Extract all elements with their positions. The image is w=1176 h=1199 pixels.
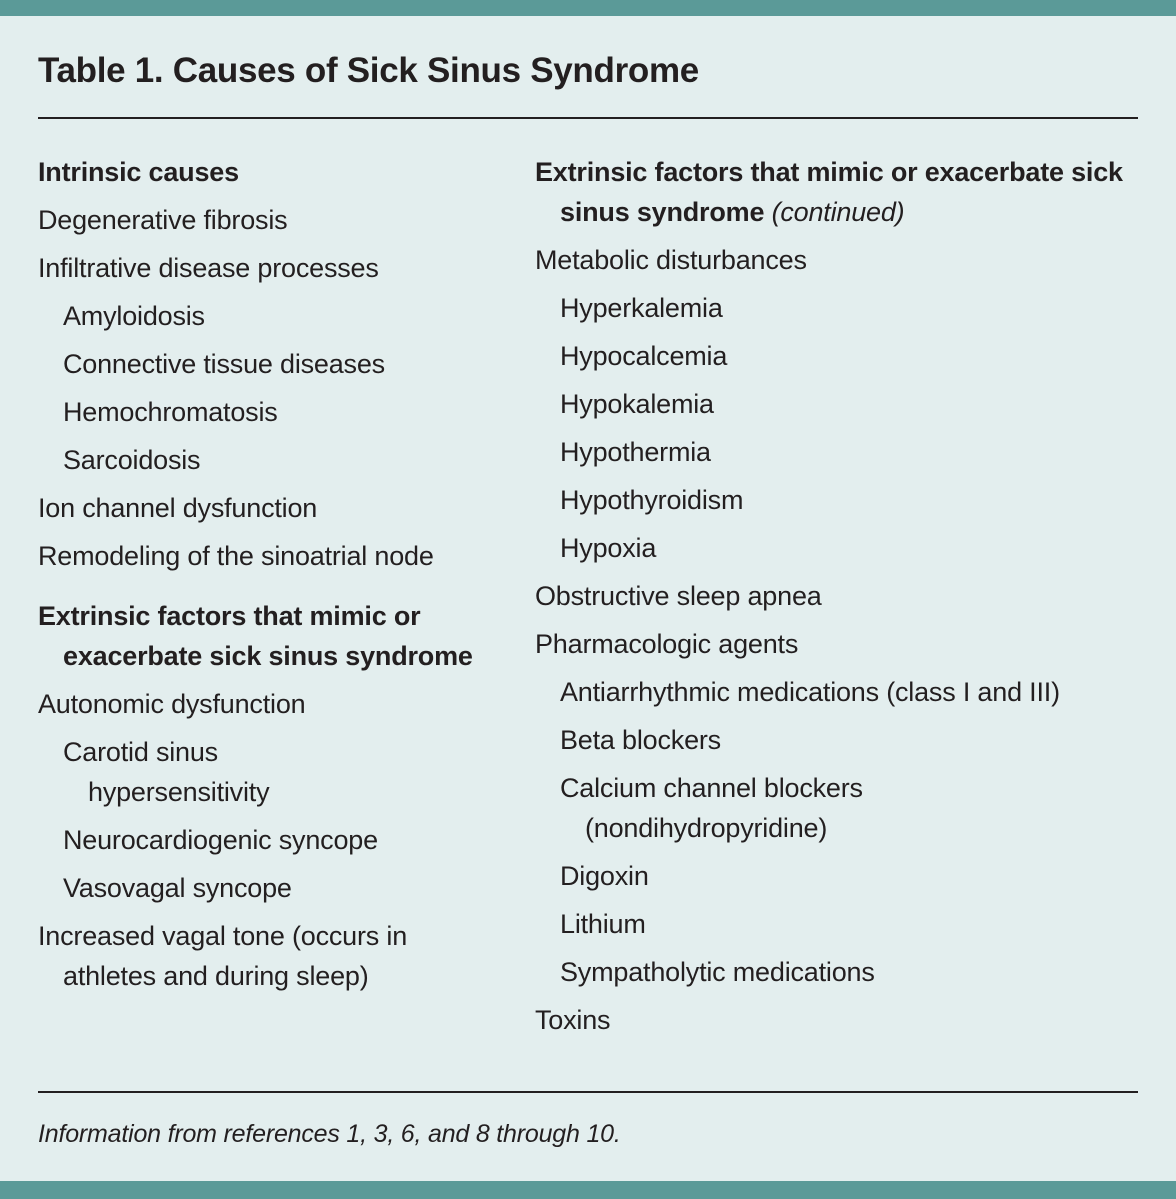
list-subitem: Carotid sinus hypersensitivity <box>63 737 270 807</box>
list-item: Toxins <box>535 1005 611 1035</box>
list-subitem: Beta blockers <box>560 725 721 755</box>
list-item: Degenerative fibrosis <box>38 205 288 235</box>
section-heading-intrinsic: Intrinsic causes <box>38 157 239 187</box>
list-item: Metabolic disturbances <box>535 245 807 275</box>
list-subitem: Neurocardiogenic syncope <box>63 825 378 855</box>
list-item: Ion channel dysfunction <box>38 493 318 523</box>
table-title: Table 1. Causes of Sick Sinus Syndrome <box>38 51 699 90</box>
list-subitem: Hypothermia <box>560 437 711 467</box>
list-subitem: Hypothyroidism <box>560 485 744 515</box>
list-subitem: Hypokalemia <box>560 389 714 419</box>
list-subitem: Lithium <box>560 909 646 939</box>
list-item: Pharmacologic agents <box>535 629 799 659</box>
source-footnote: Information from references 1, 3, 6, and 8 through 10. <box>38 1120 621 1148</box>
continued-label: (continued) <box>771 197 905 227</box>
list-item: Remodeling of the sinoatrial node <box>38 541 434 571</box>
list-subitem: Hyperkalemia <box>560 293 723 323</box>
list-subitem: Calcium channel blockers (nondihydropyridine) <box>560 773 863 843</box>
left-column <box>38 152 478 996</box>
heading-text: Extrinsic factors that mimic or exacerbate sick sinus syndrome <box>535 157 1123 227</box>
list-subitem: Sarcoidosis <box>63 445 201 475</box>
list-subitem: Hemochromatosis <box>63 397 278 427</box>
list-subitem: Sympatholytic medications <box>560 957 875 987</box>
section-heading-extrinsic: Extrinsic factors that mimic or exacerbate sick sinus syndrome <box>38 601 473 671</box>
right-column <box>535 152 1145 1040</box>
top-divider <box>38 117 1138 119</box>
list-subitem: Amyloidosis <box>63 301 205 331</box>
section-heading-extrinsic-continued <box>535 152 1165 232</box>
list-item: Obstructive sleep apnea <box>535 581 822 611</box>
list-subitem: Connective tissue diseases <box>63 349 385 379</box>
bottom-accent-bar <box>0 1181 1176 1199</box>
list-subitem: Vasovagal syncope <box>63 873 292 903</box>
list-subitem: Digoxin <box>560 861 649 891</box>
list-subitem: Hypoxia <box>560 533 657 563</box>
list-item: Autonomic dysfunction <box>38 689 306 719</box>
bottom-divider <box>38 1091 1138 1093</box>
top-accent-bar <box>0 0 1176 16</box>
list-subitem: Hypocalcemia <box>560 341 728 371</box>
list-subitem: Antiarrhythmic medications (class I and III) <box>560 677 1060 707</box>
list-item: Increased vagal tone (occurs in athletes and during sleep) <box>38 921 408 991</box>
list-item: Infiltrative disease processes <box>38 253 379 283</box>
